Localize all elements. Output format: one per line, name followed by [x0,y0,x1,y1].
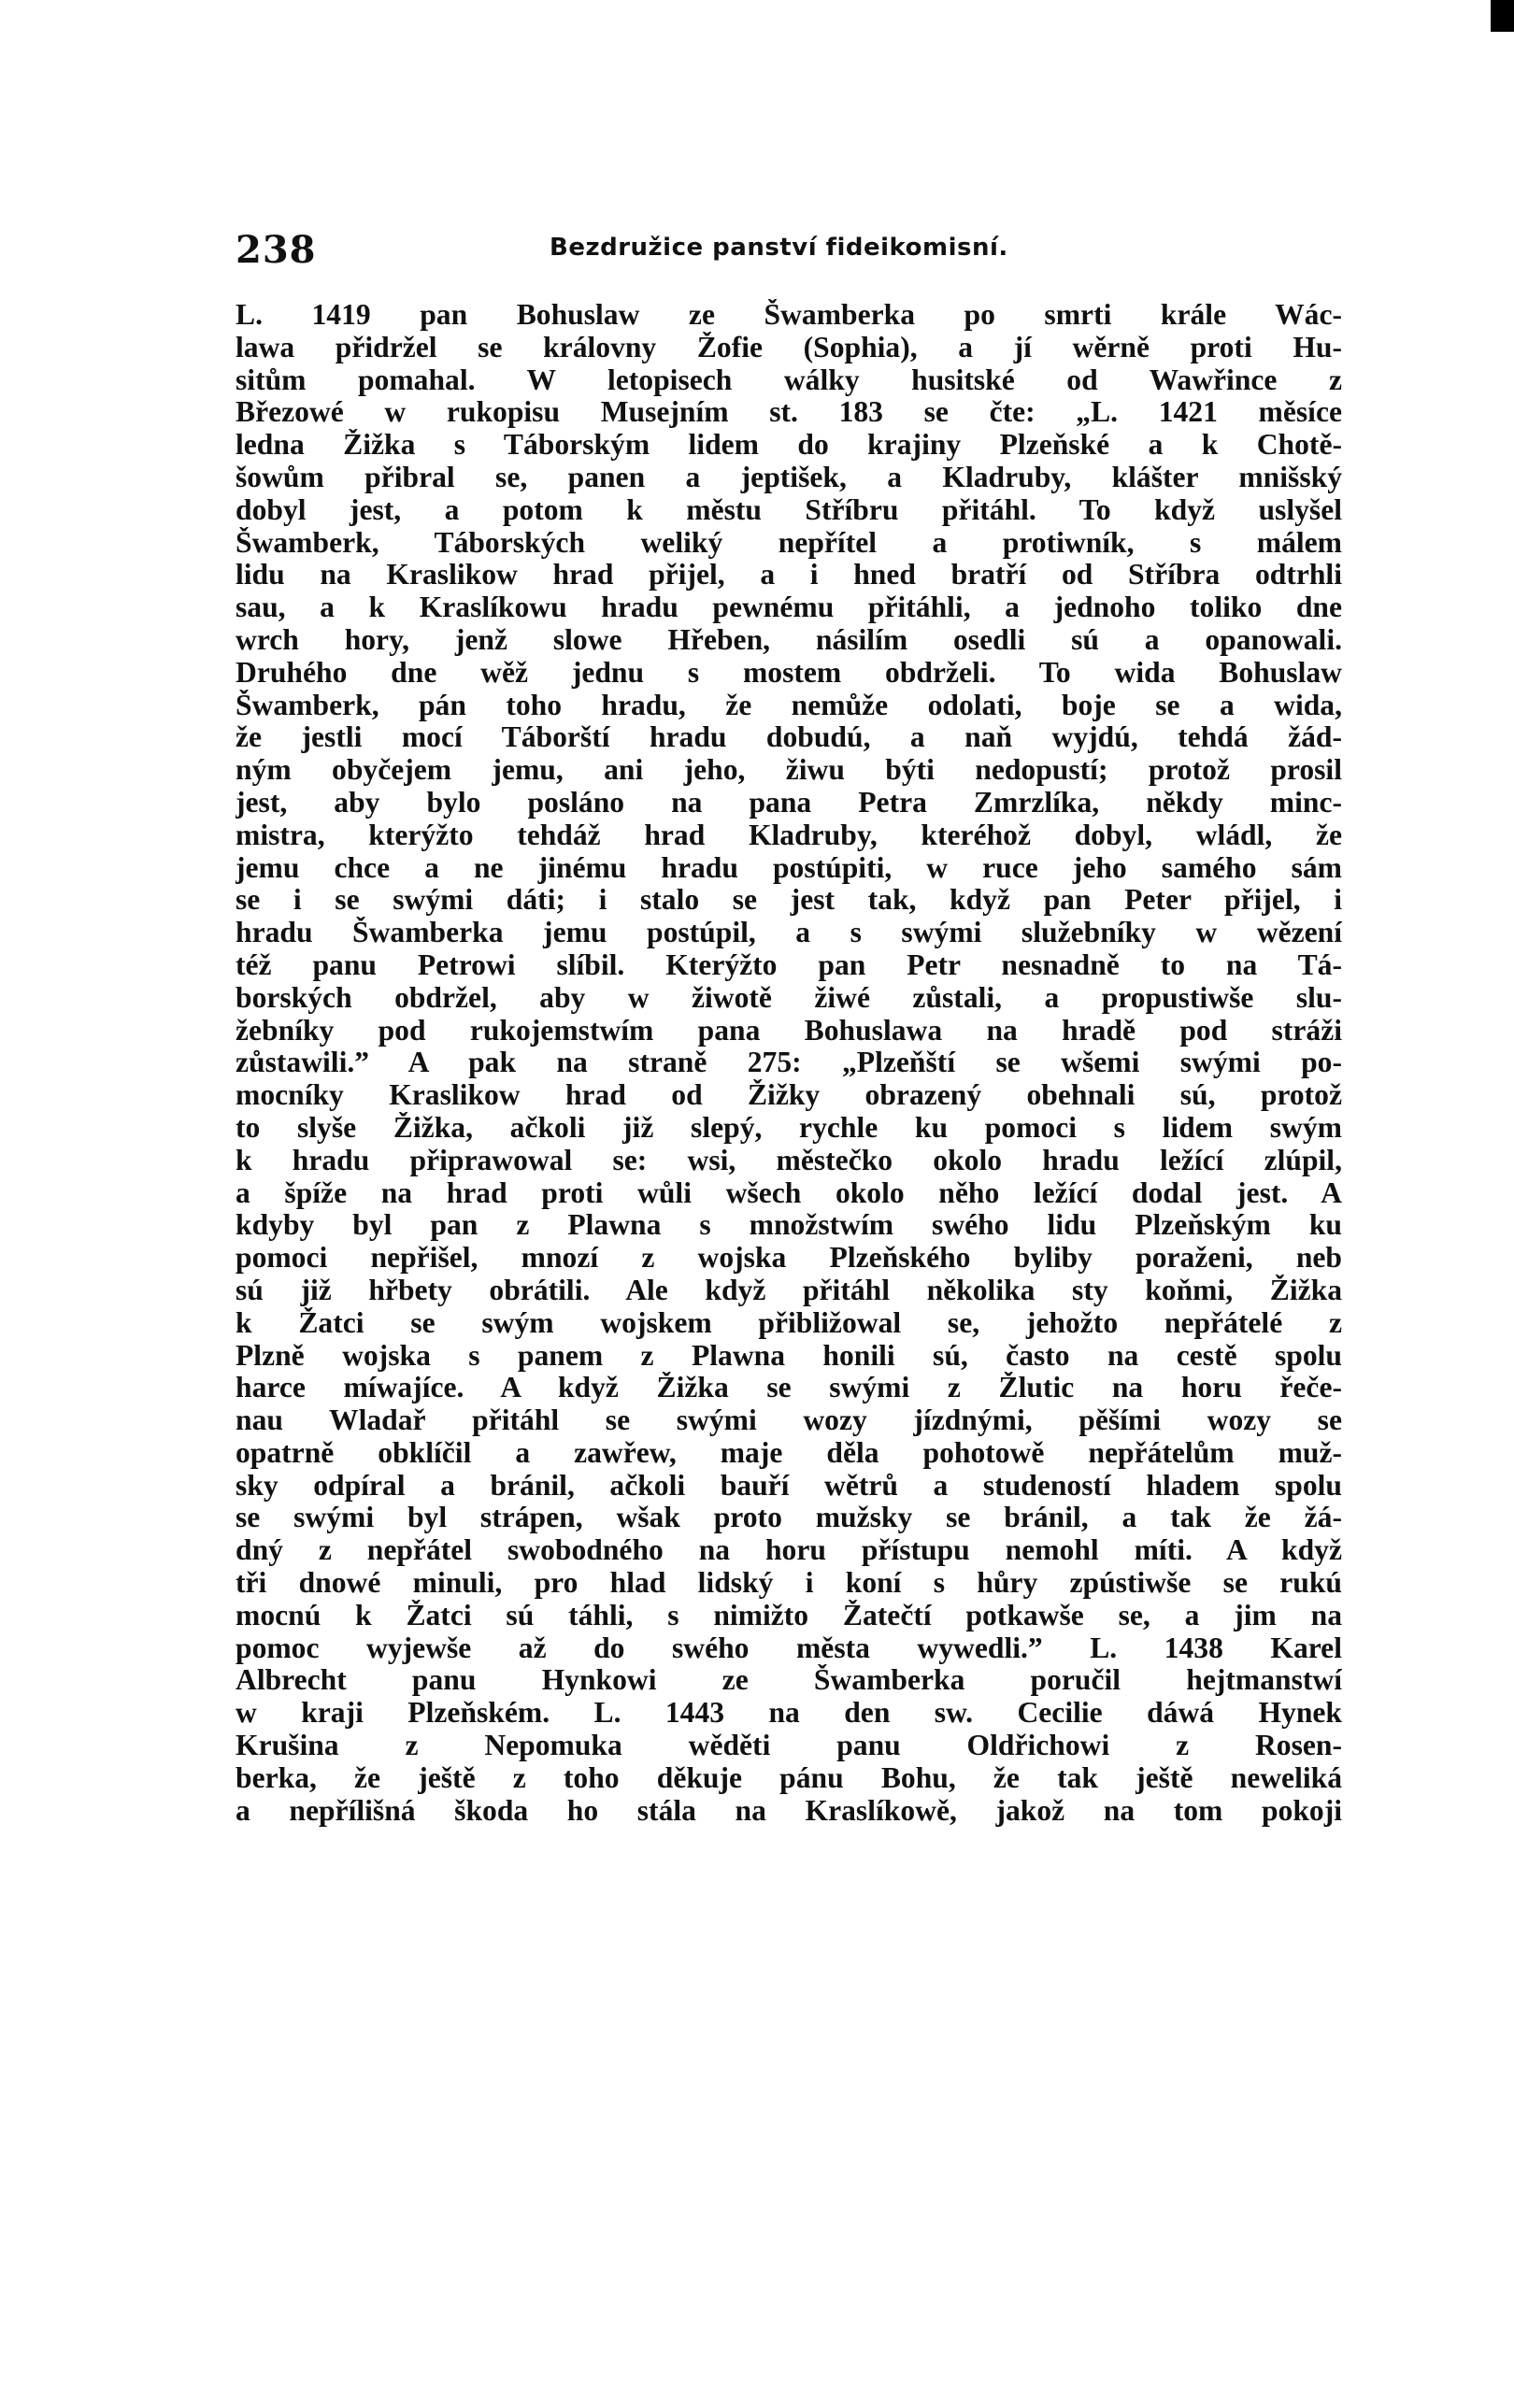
text-line: šowům přibral se, panen a jeptišek, a Kladruby, klášter mnišský [236,461,1342,493]
text-line: a nepřílišná škoda ho stála na Kraslíkowě, jakož na tom pokoji [236,1794,1342,1827]
text-line: že jestli mocí Táborští hradu dobudú, a naň wyjdú, tehdá žád- [236,721,1342,754]
text-line: Březowé w rukopisu Musejním st. 183 se čte: „L. 1421 měsíce [236,396,1342,429]
text-line: a špíže na hrad proti wůli wšech okolo něho ležící dodal jest. A [236,1176,1342,1209]
text-line: lawa přidržel se královny Žofie (Sophia), a jí wěrně proti Hu- [236,331,1342,363]
text-line: k hradu připrawowal se: wsi, městečko okolo hradu ležící zlúpil, [236,1144,1342,1176]
text-line: opatrně obklíčil a zawřew, maje děla pohotowě nepřátelům muž- [236,1436,1342,1469]
scan-corner-mark [1493,0,1514,32]
text-line: též panu Petrowi slíbil. Kterýžto pan Petr nesnadně to na Tá- [236,948,1342,981]
text-line: Druhého dne wěž jednu s mostem obdrželi. To wida Bohuslaw [236,656,1342,689]
text-line: wrch hory, jenž slowe Hřeben, násilím osedli sú a opanowali. [236,623,1342,656]
text-line: pomoc wyjewše až do swého města wywedli.” L. 1438 Karel [236,1631,1342,1664]
text-line: harce míwajíce. A když Žižka se swými z Žlutic na horu řeče- [236,1372,1342,1404]
text-line: ným obyčejem jemu, ani jeho, žiwu býti nedopustí; protož prosil [236,754,1342,787]
text-line: Šwamberk, Táborských weliký nepřítel a protiwník, s málem [236,526,1342,559]
body-text [236,299,1342,1827]
text-line: sau, a k Kraslíkowu hradu pewnému přitáhli, a jednoho toliko dne [236,591,1342,624]
text-line: jest, aby bylo posláno na pana Petra Zmrzlíka, někdy minc- [236,786,1342,819]
text-line: nau Wladař přitáhl se swými wozy jízdnými, pěšími wozy se [236,1404,1342,1437]
text-line: mocnú k Žatci sú táhli, s nimižto Žatečtí potkawše se, a jim na [236,1599,1342,1631]
text-line: hradu Šwamberka jemu postúpil, a s swými služebníky w wězení [236,917,1342,949]
text-line: se i se swými dáti; i stalo se jest tak, když pan Peter přijel, i [236,884,1342,917]
text-line: mocníky Kraslikow hrad od Žižky obrazený obehnali sú, protož [236,1079,1342,1112]
text-line: sitům pomahal. W letopisech wálky husitské od Wawřince z [236,363,1342,396]
text-line: sú již hřbety obrátili. Ale když přitáhl několika sty koňmi, Žižka [236,1274,1342,1306]
text-line: dný z nepřátel swobodného na horu přístupu nemohl míti. A když [236,1534,1342,1567]
text-line: dobyl jest, a potom k městu Stříbru přitáhl. To když uslyšel [236,493,1342,526]
text-line: se swými byl strápen, wšak proto mužsky se bránil, a tak že žá- [236,1502,1342,1534]
text-line: to slyše Žižka, ačkoli již slepý, rychle ku pomoci s lidem swým [236,1111,1342,1144]
text-line: ledna Žižka s Táborským lidem do krajiny Plzeňské a k Chotě- [236,429,1342,462]
text-line: Krušina z Nepomuka wěděti panu Oldřichowi z Rosen- [236,1730,1342,1762]
text-line: L. 1419 pan Bohuslaw ze Šwamberka po smrti krále Wác- [236,299,1342,331]
text-line: tři dnowé minuli, pro hlad lidský i koní s hůry zpústiwše se rukú [236,1567,1342,1600]
text-line: borských obdržel, aby w žiwotě žiwé zůstali, a propustiwše slu- [236,981,1342,1014]
text-line: Plzně wojska s panem z Plawna honili sú, často na cestě spolu [236,1339,1342,1372]
page-header [236,224,1342,271]
text-line: Šwamberk, pán toho hradu, že nemůže odolati, boje se a wida, [236,689,1342,721]
text-line: zůstawili.” A pak na straně 275: „Plzeňští se wšemi swými po- [236,1047,1342,1079]
text-line: mistra, kterýžto tehdáž hrad Kladruby, kteréhož dobyl, wládl, že [236,819,1342,851]
text-line: sky odpíral a bránil, ačkoli bauří wětrů a studeností hladem spolu [236,1469,1342,1502]
text-line: w kraji Plzeňském. L. 1443 na den sw. Cecilie dáwá Hynek [236,1697,1342,1730]
text-line: žebníky pod rukojemstwím pana Bohuslawa na hradě pod stráži [236,1014,1342,1047]
text-line: kdyby byl pan z Plawna s množstwím swého lidu Plzeňským ku [236,1209,1342,1242]
text-line: lidu na Kraslikow hrad přijel, a i hned bratří od Stříbra odtrhli [236,559,1342,591]
text-line: pomoci nepřišel, mnozí z wojska Plzeňského byliby poraženi, neb [236,1242,1342,1275]
running-title: Bezdružice panství fideikomisní. [550,234,1008,262]
page-number: 238 [236,228,317,272]
text-line: k Žatci se swým wojskem přibližowal se, jehožto nepřátelé z [236,1306,1342,1339]
text-line: berka, že ještě z toho děkuje pánu Bohu, že tak ještě neweliká [236,1761,1342,1794]
text-line: Albrecht panu Hynkowi ze Šwamberka poručil hejtmanstwí [236,1664,1342,1697]
text-line: jemu chce a ne jinému hradu postúpiti, w ruce jeho samého sám [236,851,1342,884]
